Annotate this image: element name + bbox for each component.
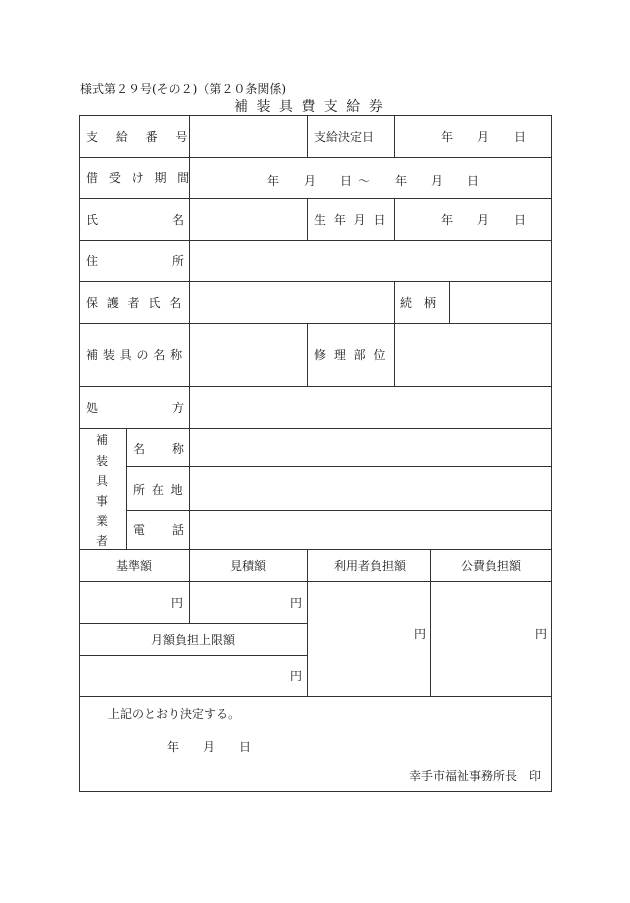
label-repair-part: 修 理 部 位 bbox=[314, 348, 386, 362]
label-provider-5: 業 bbox=[96, 514, 109, 528]
label-provider-4: 事 bbox=[96, 494, 109, 508]
label-name-2: 名 bbox=[172, 213, 185, 227]
issuer-seal: 幸手市福祉事務所長 印 bbox=[409, 769, 542, 783]
label-address-1: 住 bbox=[86, 254, 99, 268]
border-bottom bbox=[79, 791, 552, 792]
header-estimate: 見積額 bbox=[230, 559, 267, 573]
col-line bbox=[126, 428, 127, 549]
birth-date-day: 日 bbox=[514, 213, 527, 227]
provider-phone-field[interactable] bbox=[190, 511, 551, 549]
label-prescription-2: 方 bbox=[172, 401, 185, 415]
label-provider-location: 所 在 地 bbox=[133, 483, 183, 497]
row-line bbox=[79, 623, 308, 624]
repair-part-field[interactable] bbox=[395, 324, 551, 386]
label-provider-phone-1: 電 bbox=[133, 523, 146, 537]
col-line bbox=[307, 323, 308, 386]
label-guardian-name: 保 護 者 氏 名 bbox=[86, 296, 182, 310]
loan-start-day: 日 bbox=[340, 174, 353, 188]
birth-date-year: 年 bbox=[441, 213, 454, 227]
loan-start-year: 年 bbox=[267, 174, 280, 188]
loan-period-tilde: ～ bbox=[358, 174, 371, 188]
loan-start-month: 月 bbox=[304, 174, 317, 188]
monthly-cap-yen: 円 bbox=[290, 669, 303, 683]
label-name-1: 氏 bbox=[86, 213, 99, 227]
header-public-burden: 公費負担額 bbox=[461, 559, 522, 573]
label-prescription-1: 処 bbox=[86, 401, 99, 415]
label-monthly-cap: 月額負担上限額 bbox=[151, 633, 236, 647]
form-code: 様式第２９号(その２)（第２０条関係) bbox=[80, 82, 287, 96]
label-payment-number: 支 給 番 号 bbox=[86, 130, 188, 144]
page-title: 補 装 具 費 支 給 券 bbox=[234, 99, 385, 115]
loan-period-field[interactable] bbox=[190, 158, 551, 198]
estimate-yen: 円 bbox=[290, 596, 303, 610]
loan-end-day: 日 bbox=[467, 174, 480, 188]
decision-date-field[interactable] bbox=[395, 116, 551, 157]
decision-date-year: 年 bbox=[441, 130, 454, 144]
label-provider-2: 装 bbox=[96, 454, 109, 468]
public-burden-yen: 円 bbox=[535, 627, 548, 641]
birth-date-month: 月 bbox=[477, 213, 490, 227]
footer-date-year: 年 bbox=[167, 740, 180, 754]
row-line bbox=[79, 549, 552, 550]
label-birth-date: 生 年 月 日 bbox=[314, 213, 386, 227]
device-name-field[interactable] bbox=[190, 324, 307, 386]
label-decision-date: 支給決定日 bbox=[314, 130, 375, 144]
birth-date-field[interactable] bbox=[395, 199, 551, 240]
header-user-burden: 利用者負担額 bbox=[334, 559, 407, 573]
label-address-2: 所 bbox=[172, 254, 185, 268]
public-burden-field[interactable] bbox=[431, 582, 551, 696]
label-device-name: 補 装 具 の 名 称 bbox=[86, 348, 183, 362]
decision-statement: 上記のとおり決定する。 bbox=[108, 707, 241, 721]
label-provider-3: 具 bbox=[96, 474, 109, 488]
col-line bbox=[394, 281, 395, 323]
header-base-amount: 基準額 bbox=[116, 559, 153, 573]
user-burden-field[interactable] bbox=[308, 582, 430, 696]
provider-name-field[interactable] bbox=[190, 429, 551, 466]
label-relationship: 続 柄 bbox=[400, 296, 437, 310]
border-right bbox=[551, 115, 552, 792]
col-line bbox=[307, 198, 308, 240]
relationship-field[interactable] bbox=[450, 282, 551, 323]
row-line bbox=[79, 696, 552, 697]
label-provider-1: 補 bbox=[96, 433, 109, 447]
label-provider-name-1: 名 bbox=[133, 442, 146, 456]
footer-date-day: 日 bbox=[239, 740, 252, 754]
payment-number-field[interactable] bbox=[190, 116, 307, 157]
loan-end-year: 年 bbox=[395, 174, 408, 188]
label-provider-phone-2: 話 bbox=[172, 523, 185, 537]
prescription-field[interactable] bbox=[190, 387, 551, 428]
label-provider-6: 者 bbox=[96, 534, 109, 548]
decision-date-month: 月 bbox=[477, 130, 490, 144]
footer-date-month: 月 bbox=[203, 740, 216, 754]
provider-location-field[interactable] bbox=[190, 467, 551, 510]
decision-date-day: 日 bbox=[514, 130, 527, 144]
guardian-name-field[interactable] bbox=[190, 282, 394, 323]
name-field[interactable] bbox=[190, 199, 307, 240]
loan-end-month: 月 bbox=[431, 174, 444, 188]
label-loan-period: 借 受 け 期 間 bbox=[86, 171, 190, 185]
user-burden-yen: 円 bbox=[414, 627, 427, 641]
monthly-cap-field[interactable] bbox=[80, 656, 307, 696]
base-amount-yen: 円 bbox=[171, 596, 184, 610]
address-field[interactable] bbox=[190, 241, 551, 281]
label-provider-name-2: 称 bbox=[172, 442, 185, 456]
col-line bbox=[307, 115, 308, 157]
